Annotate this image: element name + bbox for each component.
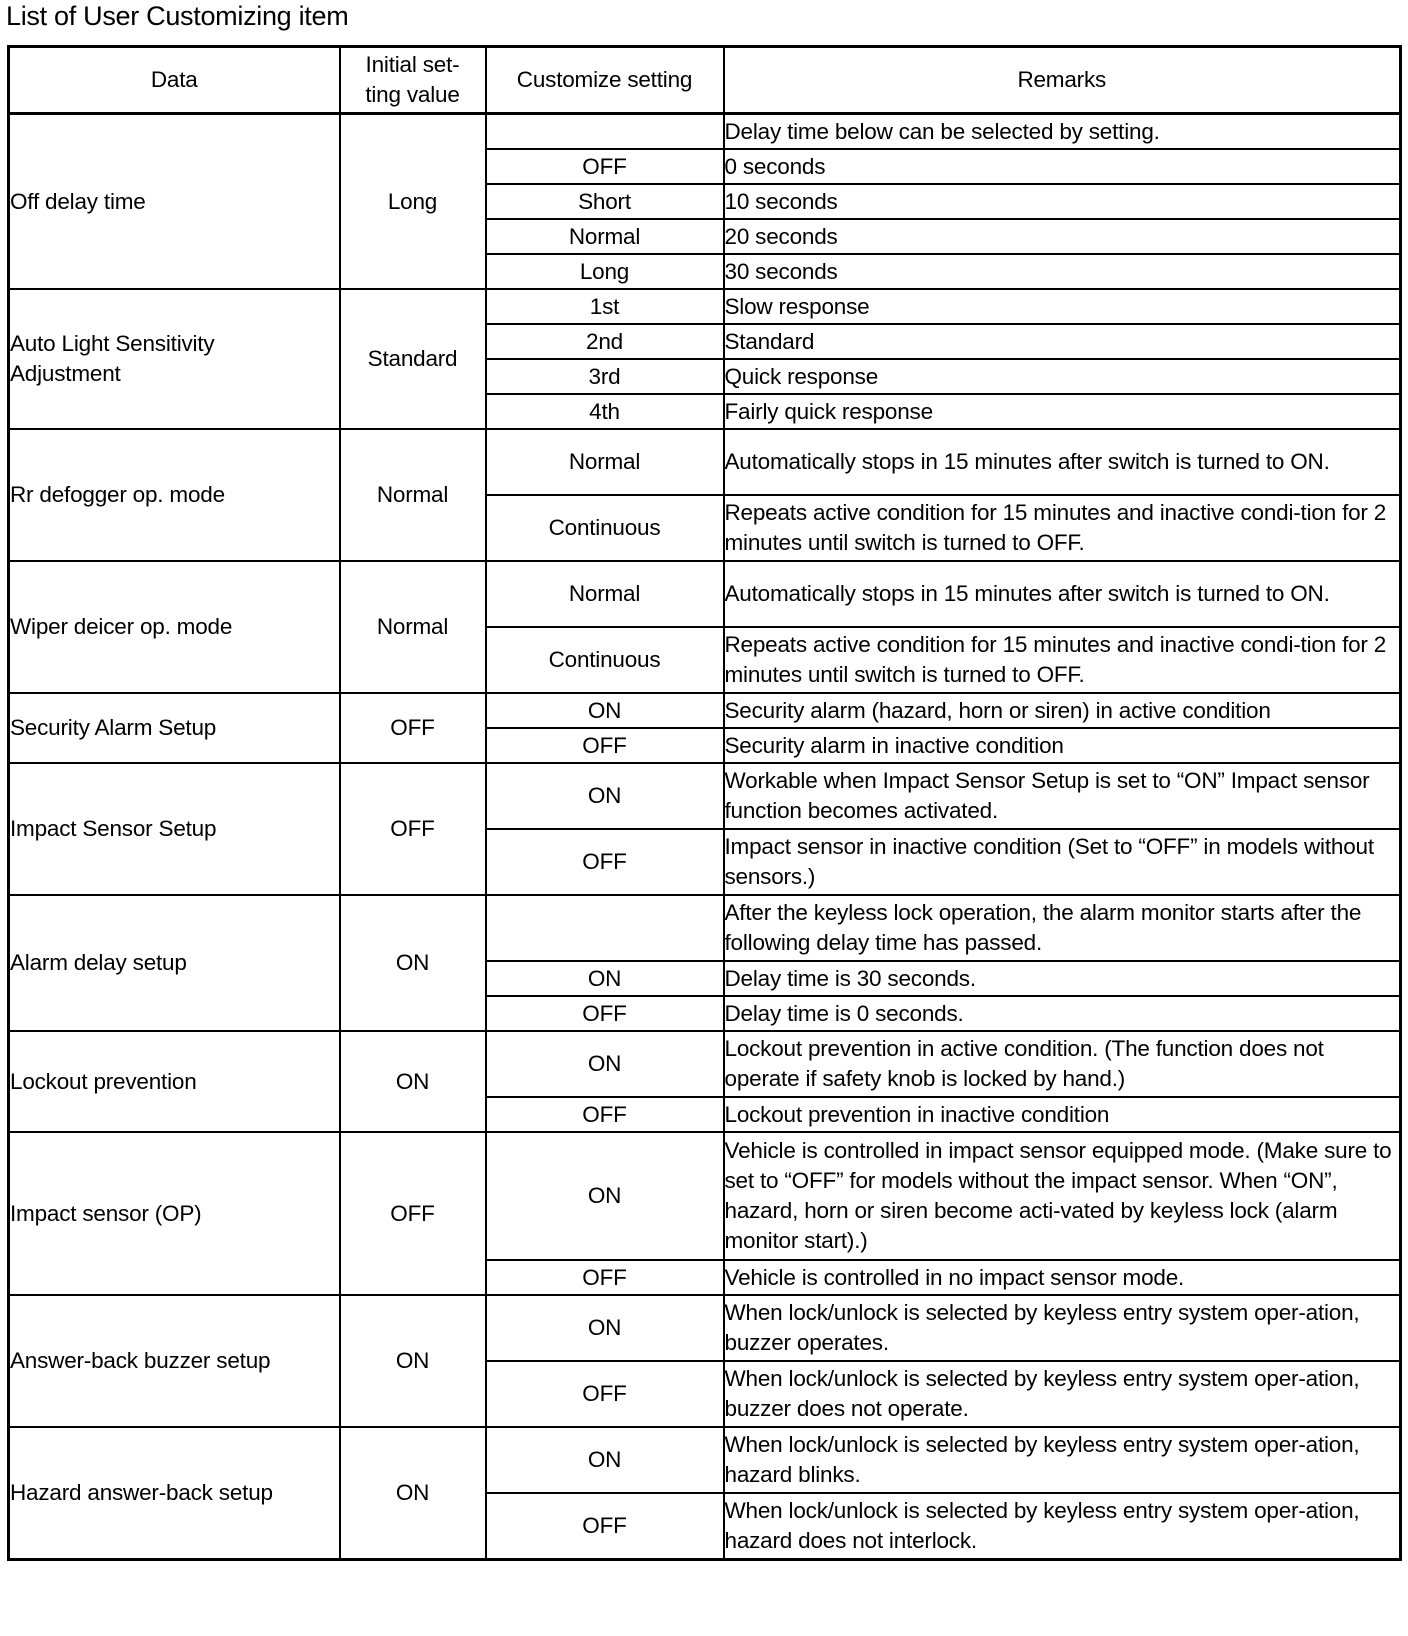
table-row <box>9 561 1401 627</box>
cell-remarks: Impact sensor in inactive condition (Set to “OFF” in models without sensors.) <box>724 829 1401 895</box>
cell-remarks: Delay time is 30 seconds. <box>724 961 1401 996</box>
cell-remarks: After the keyless lock operation, the alarm monitor starts after the following delay time has passed. <box>724 895 1401 961</box>
cell-remarks: Automatically stops in 15 minutes after switch is turned to ON. <box>724 429 1401 495</box>
cell-initial-value: ON <box>340 1427 486 1560</box>
cell-initial-value: ON <box>340 1031 486 1132</box>
table-header-row <box>9 47 1401 114</box>
header-data: Data <box>9 47 340 114</box>
cell-remarks: Automatically stops in 15 minutes after switch is turned to ON. <box>724 561 1401 627</box>
cell-remarks: Vehicle is controlled in impact sensor equipped mode. (Make sure to set to “OFF” for models without the impact sensor. When “ON”, hazard, horn or siren become acti-vated by keyless lock (alarm monitor start).) <box>724 1132 1401 1260</box>
cell-customize-setting: ON <box>486 693 724 728</box>
cell-remarks: Standard <box>724 324 1401 359</box>
table-row <box>9 114 1401 150</box>
cell-data-item: Auto Light Sensitivity Adjustment <box>9 289 340 429</box>
cell-data-item: Off delay time <box>9 114 340 290</box>
header-customize-setting: Customize setting <box>486 47 724 114</box>
cell-customize-setting: 3rd <box>486 359 724 394</box>
cell-customize-setting: OFF <box>486 996 724 1031</box>
cell-customize-setting: ON <box>486 763 724 829</box>
cell-customize-setting: Normal <box>486 219 724 254</box>
table-body <box>9 114 1401 1560</box>
cell-data-item: Wiper deicer op. mode <box>9 561 340 693</box>
table-row <box>9 429 1401 495</box>
header-initial-line1: Initial set- <box>365 52 460 77</box>
cell-initial-value: OFF <box>340 763 486 895</box>
cell-initial-value: OFF <box>340 1132 486 1295</box>
table-row <box>9 763 1401 829</box>
cell-remarks: 20 seconds <box>724 219 1401 254</box>
cell-remarks: 30 seconds <box>724 254 1401 289</box>
cell-data-item: Hazard answer-back setup <box>9 1427 340 1560</box>
cell-initial-value: Normal <box>340 429 486 561</box>
cell-customize-setting: OFF <box>486 149 724 184</box>
cell-customize-setting: Short <box>486 184 724 219</box>
cell-remarks: When lock/unlock is selected by keyless entry system oper-ation, buzzer does not operate. <box>724 1361 1401 1427</box>
cell-customize-setting: 4th <box>486 394 724 429</box>
table-row <box>9 289 1401 324</box>
cell-remarks: 10 seconds <box>724 184 1401 219</box>
cell-initial-value: OFF <box>340 693 486 763</box>
cell-remarks: When lock/unlock is selected by keyless entry system oper-ation, buzzer operates. <box>724 1295 1401 1361</box>
cell-initial-value: ON <box>340 1295 486 1427</box>
cell-data-item: Security Alarm Setup <box>9 693 340 763</box>
cell-remarks: Lockout prevention in inactive condition <box>724 1097 1401 1132</box>
cell-remarks: Delay time is 0 seconds. <box>724 996 1401 1031</box>
cell-customize-setting: OFF <box>486 829 724 895</box>
cell-initial-value: Long <box>340 114 486 290</box>
cell-remarks: Workable when Impact Sensor Setup is set to “ON” Impact sensor function becomes activated. <box>724 763 1401 829</box>
cell-initial-value: ON <box>340 895 486 1031</box>
cell-customize-setting: OFF <box>486 1260 724 1295</box>
cell-customize-setting <box>486 114 724 150</box>
table-row <box>9 693 1401 728</box>
user-customizing-table <box>7 45 1402 1561</box>
cell-remarks: Vehicle is controlled in no impact sensor mode. <box>724 1260 1401 1295</box>
cell-remarks: Quick response <box>724 359 1401 394</box>
cell-remarks: When lock/unlock is selected by keyless entry system oper-ation, hazard does not interlock. <box>724 1493 1401 1560</box>
table-row <box>9 1295 1401 1361</box>
header-initial-line2: ting value <box>365 82 460 107</box>
cell-customize-setting: OFF <box>486 728 724 763</box>
cell-data-item: Alarm delay setup <box>9 895 340 1031</box>
cell-remarks: Repeats active condition for 15 minutes and inactive condi-tion for 2 minutes until switch is turned to OFF. <box>724 495 1401 561</box>
header-remarks: Remarks <box>724 47 1401 114</box>
cell-customize-setting: 2nd <box>486 324 724 359</box>
cell-customize-setting: Normal <box>486 561 724 627</box>
table-row <box>9 1031 1401 1097</box>
cell-customize-setting: Continuous <box>486 627 724 693</box>
header-initial-setting-value <box>340 47 486 114</box>
document-title: List of User Customizing item <box>6 1 349 31</box>
cell-data-item: Lockout prevention <box>9 1031 340 1132</box>
cell-customize-setting: Long <box>486 254 724 289</box>
cell-customize-setting: ON <box>486 1295 724 1361</box>
cell-remarks: 0 seconds <box>724 149 1401 184</box>
cell-data-item: Impact Sensor Setup <box>9 763 340 895</box>
cell-customize-setting: OFF <box>486 1493 724 1560</box>
cell-customize-setting: 1st <box>486 289 724 324</box>
cell-customize-setting: ON <box>486 1031 724 1097</box>
cell-customize-setting <box>486 895 724 961</box>
cell-remarks: Fairly quick response <box>724 394 1401 429</box>
cell-remarks: Slow response <box>724 289 1401 324</box>
cell-data-item: Rr defogger op. mode <box>9 429 340 561</box>
cell-remarks: Lockout prevention in active condition. (The function does not operate if safety knob is locked by hand.) <box>724 1031 1401 1097</box>
cell-initial-value: Normal <box>340 561 486 693</box>
cell-remarks: When lock/unlock is selected by keyless entry system oper-ation, hazard blinks. <box>724 1427 1401 1493</box>
cell-customize-setting: ON <box>486 961 724 996</box>
table-row <box>9 895 1401 961</box>
cell-customize-setting: Normal <box>486 429 724 495</box>
cell-customize-setting: OFF <box>486 1097 724 1132</box>
cell-remarks: Security alarm (hazard, horn or siren) in active condition <box>724 693 1401 728</box>
table-row <box>9 1132 1401 1260</box>
cell-customize-setting: OFF <box>486 1361 724 1427</box>
cell-initial-value: Standard <box>340 289 486 429</box>
cell-remarks: Delay time below can be selected by setting. <box>724 114 1401 150</box>
cell-remarks: Repeats active condition for 15 minutes and inactive condi-tion for 2 minutes until switch is turned to OFF. <box>724 627 1401 693</box>
cell-data-item: Answer-back buzzer setup <box>9 1295 340 1427</box>
cell-remarks: Security alarm in inactive condition <box>724 728 1401 763</box>
table-row <box>9 1427 1401 1493</box>
cell-customize-setting: ON <box>486 1132 724 1260</box>
cell-data-item: Impact sensor (OP) <box>9 1132 340 1295</box>
cell-customize-setting: ON <box>486 1427 724 1493</box>
cell-customize-setting: Continuous <box>486 495 724 561</box>
